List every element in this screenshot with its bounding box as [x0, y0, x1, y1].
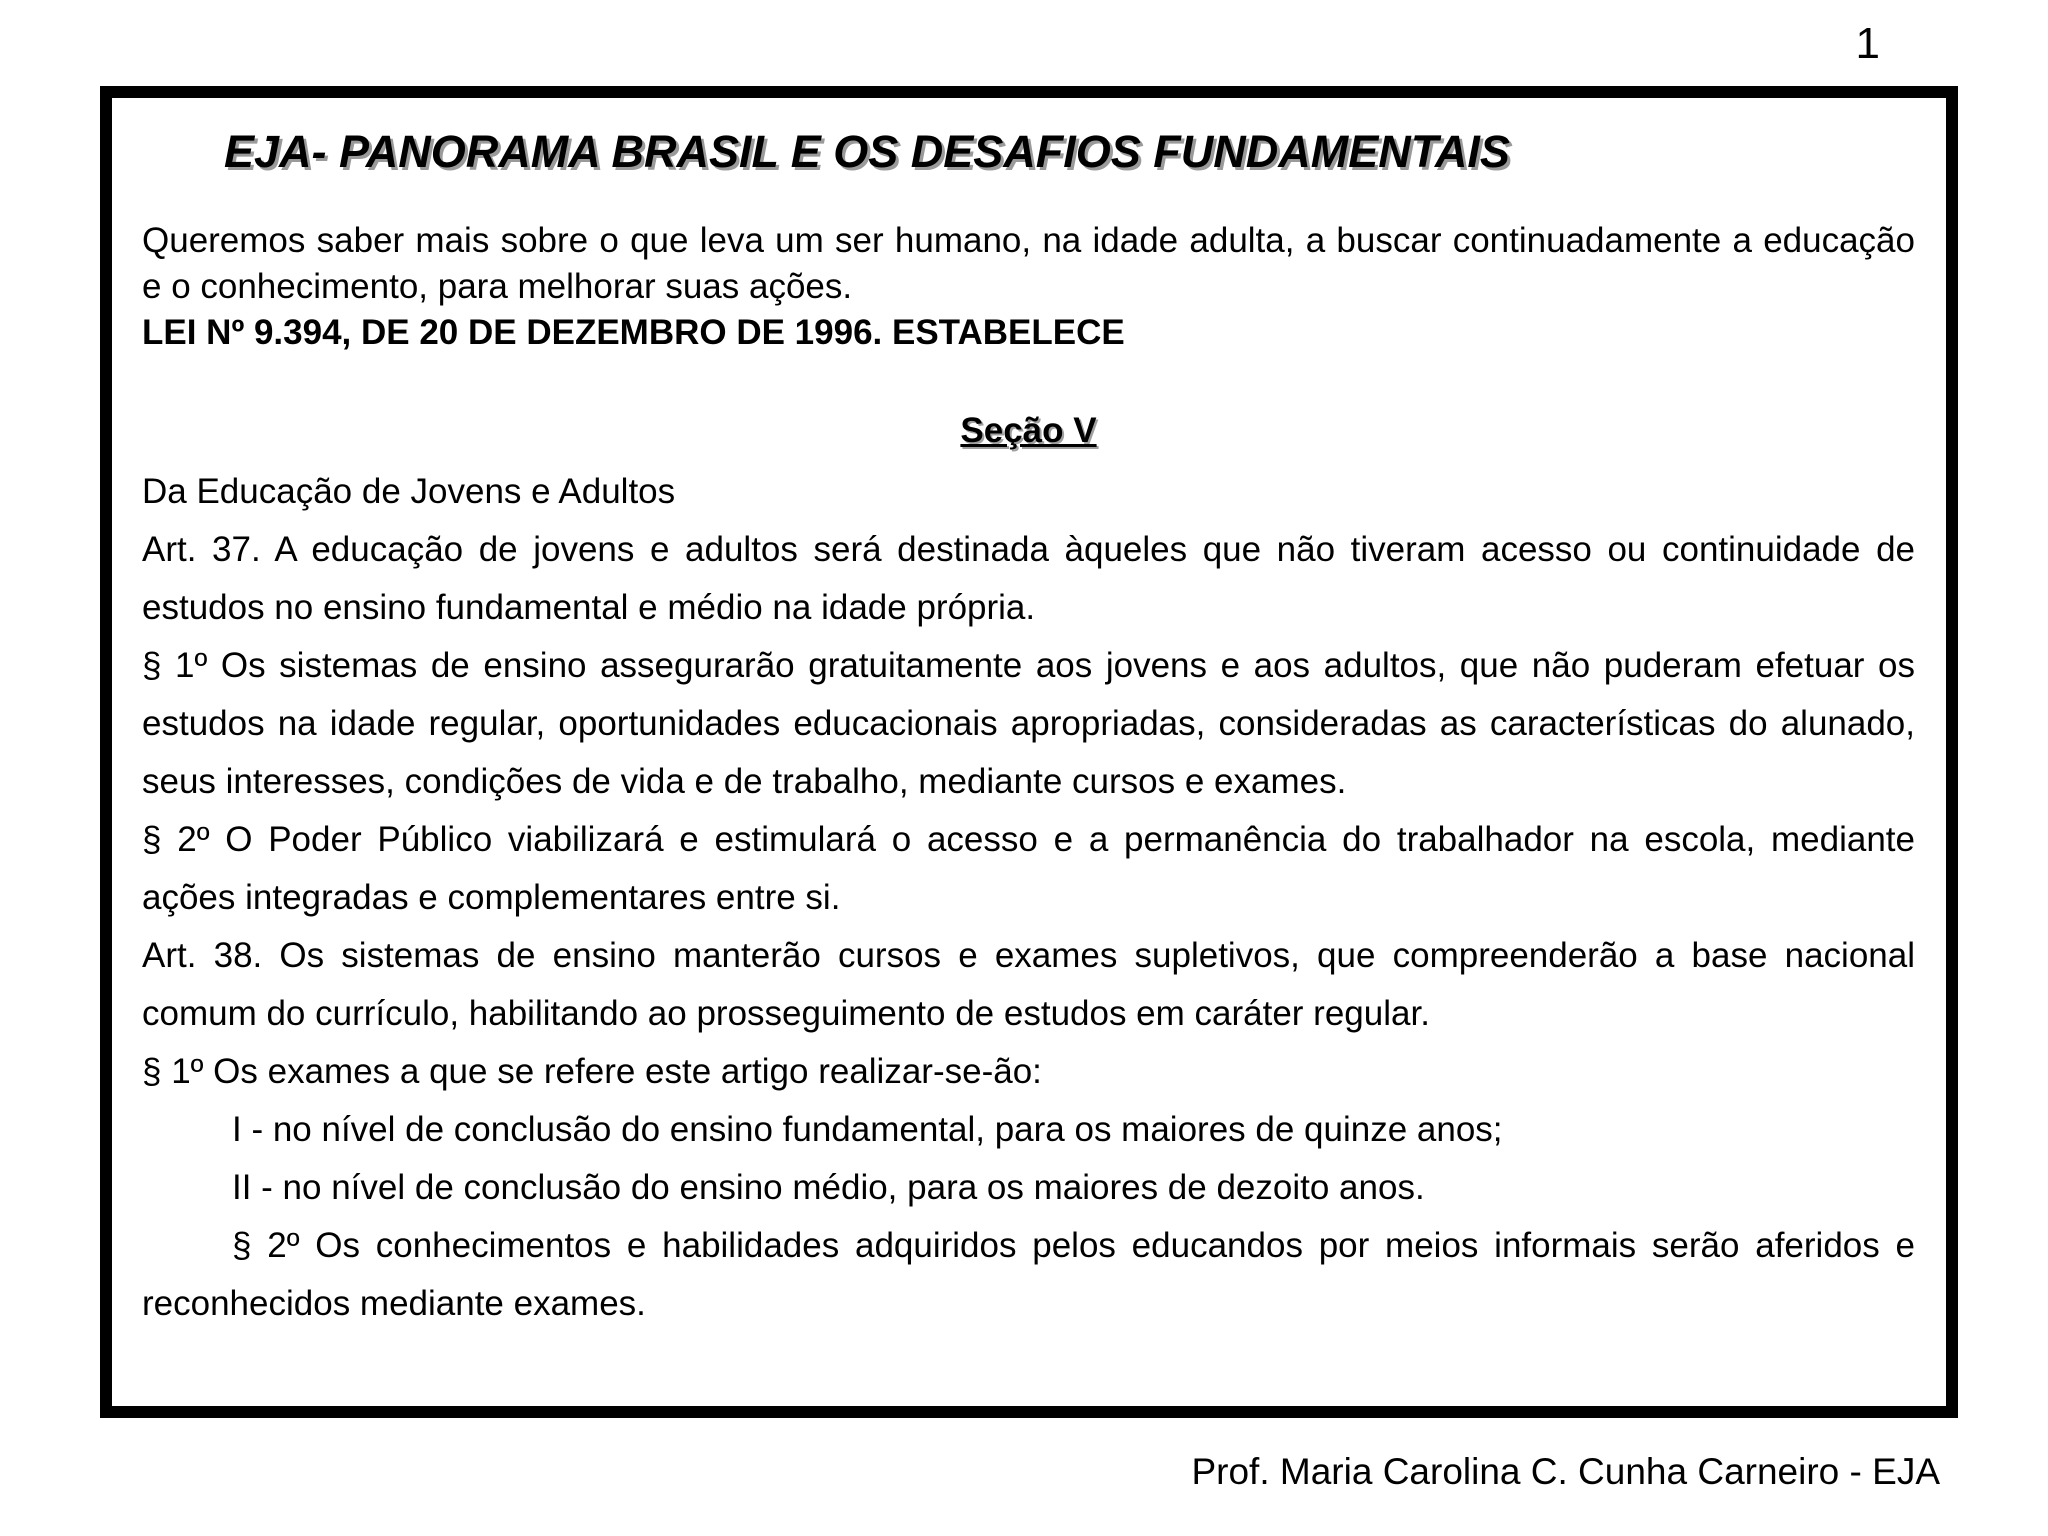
- article-37-paragraph-2: § 2º O Poder Público viabilizará e estimulará o acesso e a permanência do trabalhador na escola, mediante ações integradas e complementares entre si.: [142, 820, 1915, 917]
- section-heading: Seção V: [960, 411, 1097, 450]
- article-38: Art. 38. Os sistemas de ensino manterão cursos e exames supletivos, que compreenderão a base nacional comum do currículo, habilitando ao prosseguimento de estudos em caráter regular.: [142, 936, 1915, 1033]
- article-37: Art. 37. A educação de jovens e adultos será destinada àqueles que não tiveram acesso ou continuidade de estudos no ensino fundamental e médio na idade própria.: [142, 530, 1915, 627]
- author-footer: Prof. Maria Carolina C. Cunha Carneiro - EJA: [1191, 1451, 1940, 1492]
- section-subtitle: Da Educação de Jovens e Adultos: [142, 472, 676, 511]
- article-38-paragraph-1: § 1º Os exames a que se refere este artigo realizar-se-ão:: [142, 1052, 1042, 1091]
- intro-paragraph: Queremos saber mais sobre o que leva um ser humano, na idade adulta, a buscar continuadamente a educação e o conhecimento, para melhorar suas ações.: [142, 221, 1915, 306]
- document-title: EJA- PANORAMA BRASIL E OS DESAFIOS FUNDAMENTAIS: [224, 126, 1510, 177]
- section-articles: [142, 463, 1915, 1333]
- article-38-paragraph-2: § 2º Os conhecimentos e habilidades adquiridos pelos educandos por meios informais serão aferidos e reconhecidos mediante exames.: [142, 1226, 1915, 1323]
- page-number: 1: [1855, 19, 1880, 68]
- article-38-item-2: II - no nível de conclusão do ensino médio, para os maiores de dezoito anos.: [232, 1168, 1425, 1207]
- article-37-paragraph-1: § 1º Os sistemas de ensino assegurarão gratuitamente aos jovens e aos adultos, que não puderam efetuar os estudos na idade regular, oportunidades educacionais apropriadas, consideradas as características do alunado, seus interesses, condições de vida e de trabalho, mediante cursos e exames.: [142, 646, 1915, 801]
- article-38-item-1: I - no nível de conclusão do ensino fundamental, para os maiores de quinze anos;: [232, 1110, 1503, 1149]
- intro-block: [142, 218, 1915, 356]
- law-reference: LEI Nº 9.394, DE 20 DE DEZEMBRO DE 1996. ESTABELECE: [142, 313, 1125, 352]
